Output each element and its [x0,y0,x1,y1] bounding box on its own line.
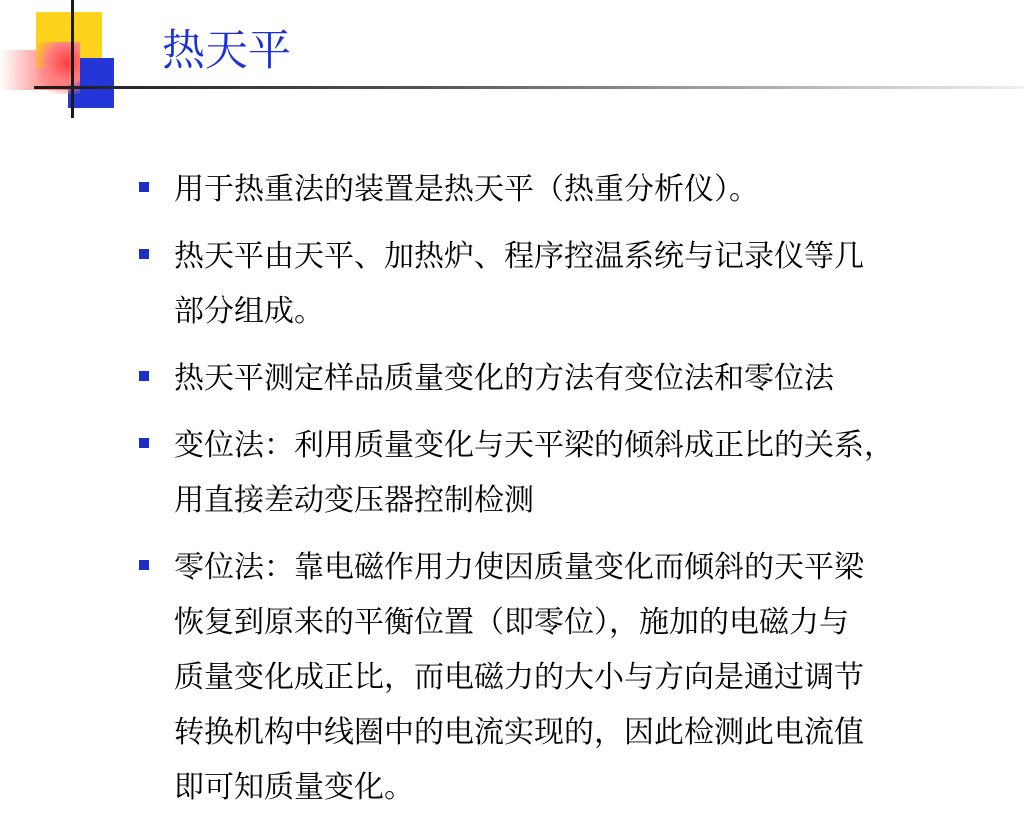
bullet-line: 热天平由天平、加热炉、程序控温系统与记录仪等几 [174,239,864,274]
bullet-list [136,162,976,827]
bullet-line: 恢复到原来的平衡位置（即零位），施加的电磁力与 [174,605,849,640]
bullet-square-icon [139,182,149,192]
bullet-item-1 [136,162,976,217]
bullet-line: 用直接差动变压器控制检测 [174,483,534,518]
bullet-item-3 [136,351,976,406]
bullet-line: 热天平测定样品质量变化的方法有变位法和零位法 [174,361,834,396]
bullet-line: 部分组成。 [174,294,324,329]
bullet-item-5 [136,540,976,815]
bullet-square-icon [139,438,149,448]
title-underline [34,86,1024,89]
bullet-square-icon [139,249,149,259]
bullet-line: 用于热重法的装置是热天平（热重分析仪）。 [174,172,759,207]
slide-title: 热天平 [162,26,291,76]
bullet-line: 即可知质量变化。 [174,770,414,805]
bullet-line: 零位法：靠电磁作用力使因质量变化而倾斜的天平梁 [174,550,864,585]
corner-decoration-vertical-line [71,0,74,118]
bullet-square-icon [139,560,149,570]
bullet-line: 变位法：利用质量变化与天平梁的倾斜成正比的关系， [174,428,894,463]
bullet-line: 转换机构中线圈中的电流实现的，因此检测此电流值 [174,715,864,750]
bullet-square-icon [139,371,149,381]
bullet-item-4 [136,418,976,528]
bullet-line: 质量变化成正比，而电磁力的大小与方向是通过调节 [174,660,864,695]
bullet-item-2 [136,229,976,339]
